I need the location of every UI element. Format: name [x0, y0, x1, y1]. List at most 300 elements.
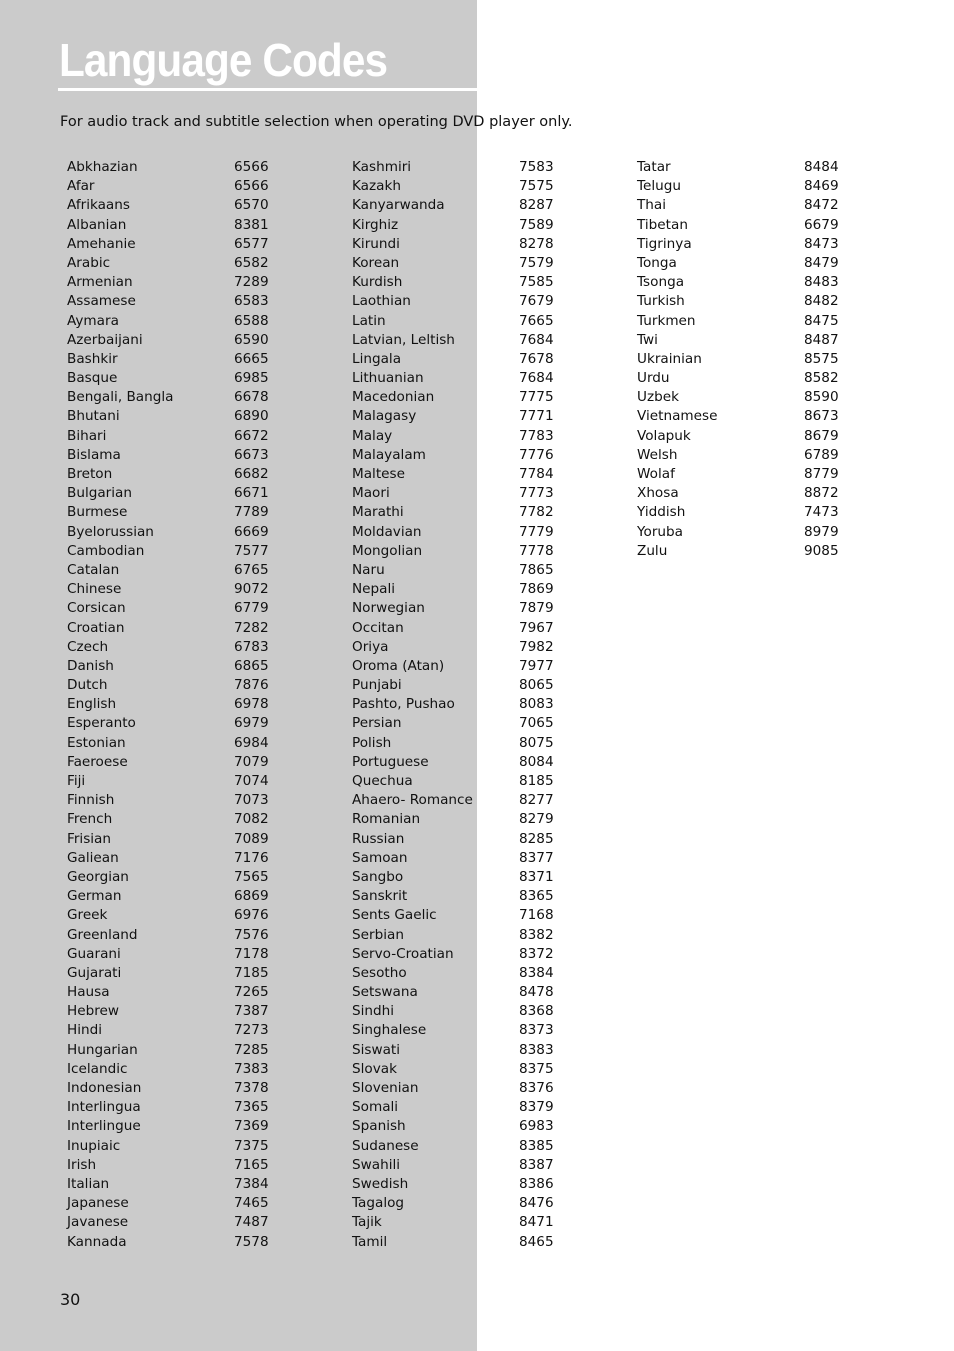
language-row	[352, 753, 572, 772]
language-name: Quechua	[352, 773, 413, 789]
language-row	[67, 427, 287, 446]
language-code: 6682	[234, 466, 269, 482]
language-code: 6985	[234, 370, 269, 387]
language-row	[67, 810, 287, 829]
language-row	[637, 292, 857, 311]
language-row	[352, 619, 572, 638]
language-name: Turkish	[637, 293, 685, 310]
language-name: Slovak	[352, 1060, 397, 1077]
language-code: 7876	[234, 677, 269, 694]
language-name: Catalan	[67, 561, 120, 578]
language-name: Finnish	[67, 792, 115, 809]
language-name: Armenian	[67, 274, 133, 291]
language-code: 7679	[519, 293, 554, 310]
language-row	[67, 369, 287, 388]
language-row	[67, 599, 287, 618]
language-name: Malay	[352, 427, 393, 444]
language-name: Bashkir	[67, 350, 118, 367]
language-name: Oroma (Atan)	[352, 657, 445, 674]
language-name: Irish	[67, 1156, 97, 1173]
language-name: Afar	[67, 178, 95, 195]
language-code: 8979	[804, 523, 839, 540]
language-row	[352, 849, 572, 868]
language-code: 8673	[804, 408, 839, 425]
language-code: 6669	[234, 523, 269, 540]
language-row	[67, 714, 287, 733]
language-code: 6979	[234, 715, 269, 732]
language-row	[67, 1137, 287, 1156]
language-code: 6577	[234, 235, 269, 252]
language-row	[67, 1002, 287, 1021]
language-name: Telugu	[637, 178, 681, 195]
language-code: 7185	[234, 964, 269, 981]
language-code: 7465	[234, 1195, 269, 1212]
language-name: Burmese	[67, 504, 128, 521]
language-code: 6672	[234, 427, 269, 444]
language-code: 8379	[519, 1099, 554, 1116]
language-code: 6983	[519, 1118, 554, 1135]
language-row	[67, 216, 287, 235]
language-name: Uzbek	[637, 389, 679, 406]
language-row	[352, 638, 572, 657]
language-row	[352, 177, 572, 196]
language-code: 7967	[519, 619, 554, 636]
language-row	[67, 657, 287, 676]
language-code: 6671	[234, 485, 269, 502]
language-name: Ahaero- Romance	[352, 792, 473, 809]
language-name: Swahili	[352, 1156, 401, 1173]
language-code: 7589	[519, 216, 554, 233]
language-name: Singhalese	[352, 1022, 427, 1039]
language-row	[352, 926, 572, 945]
language-code: 6566	[234, 178, 269, 195]
language-name: Kashmiri	[352, 159, 412, 175]
language-code: 8381	[234, 216, 269, 233]
language-name: French	[67, 811, 113, 828]
language-row	[352, 196, 572, 215]
language-name: Portuguese	[352, 753, 429, 770]
language-name: Thai	[637, 197, 667, 214]
language-code: 6869	[234, 888, 269, 905]
language-code: 8382	[519, 926, 554, 943]
language-row	[67, 1117, 287, 1136]
language-code: 8387	[519, 1156, 554, 1173]
language-code: 6665	[234, 350, 269, 367]
language-code: 6588	[234, 312, 269, 329]
language-name: Greek	[67, 907, 108, 924]
language-code: 8084	[519, 753, 554, 770]
language-row	[637, 388, 857, 407]
language-name: Lithuanian	[352, 370, 424, 387]
language-name: Chinese	[67, 581, 122, 598]
language-row	[67, 542, 287, 561]
language-row	[67, 638, 287, 657]
language-code: 8779	[804, 466, 839, 482]
language-code: 7079	[234, 753, 269, 770]
language-row	[352, 599, 572, 618]
language-name: Ukrainian	[637, 350, 702, 367]
language-code: 8377	[519, 849, 554, 866]
language-code: 8287	[519, 197, 554, 214]
language-code: 7165	[234, 1156, 269, 1173]
language-row	[352, 1021, 572, 1040]
language-code: 8185	[519, 773, 554, 789]
language-code: 7082	[234, 811, 269, 828]
language-name: Spanish	[352, 1118, 406, 1135]
language-row	[352, 887, 572, 906]
language-row	[637, 312, 857, 331]
language-row	[352, 407, 572, 426]
language-code: 8478	[519, 984, 554, 1001]
language-name: Kannada	[67, 1233, 127, 1250]
language-name: Mongolian	[352, 542, 423, 559]
language-row	[67, 1079, 287, 1098]
language-row	[637, 503, 857, 522]
language-name: Esperanto	[67, 715, 136, 732]
language-row	[637, 427, 857, 446]
language-code: 8279	[519, 811, 554, 828]
language-name: Javanese	[67, 1214, 129, 1231]
page-number: 30	[60, 1290, 81, 1309]
language-code: 8483	[804, 274, 839, 291]
language-row	[67, 734, 287, 753]
language-row	[352, 1060, 572, 1079]
language-row	[67, 331, 287, 350]
language-name: Nepali	[352, 581, 396, 598]
language-name: Icelandic	[67, 1060, 128, 1077]
language-name: Arabic	[67, 254, 111, 271]
language-name: Xhosa	[637, 485, 679, 502]
language-code: 7065	[519, 715, 554, 732]
language-row	[67, 465, 287, 484]
language-row	[352, 830, 572, 849]
language-name: Macedonian	[352, 389, 435, 406]
language-code: 8575	[804, 350, 839, 367]
language-row	[67, 196, 287, 215]
language-row	[67, 1233, 287, 1252]
language-name: Greenland	[67, 926, 138, 943]
language-name: Somali	[352, 1099, 399, 1116]
language-code: 8278	[519, 235, 554, 252]
title-underline	[58, 88, 477, 91]
language-code: 8469	[804, 178, 839, 195]
language-code: 6590	[234, 331, 269, 348]
language-code: 6789	[804, 446, 839, 463]
language-name: Estonian	[67, 734, 126, 751]
language-code: 7387	[234, 1003, 269, 1020]
language-code: 8482	[804, 293, 839, 310]
language-name: Russian	[352, 830, 405, 847]
language-code: 6765	[234, 561, 269, 578]
language-row	[67, 1021, 287, 1040]
language-code: 6583	[234, 293, 269, 310]
language-row	[352, 1117, 572, 1136]
language-name: Corsican	[67, 600, 126, 617]
language-row	[67, 1175, 287, 1194]
language-row	[352, 216, 572, 235]
language-row	[67, 1156, 287, 1175]
language-name: Polish	[352, 734, 392, 751]
language-row	[67, 964, 287, 983]
language-code: 6582	[234, 254, 269, 271]
language-code: 7775	[519, 389, 554, 406]
language-row	[67, 1041, 287, 1060]
language-row	[67, 523, 287, 542]
language-code: 8487	[804, 331, 839, 348]
language-row	[67, 695, 287, 714]
language-name: Indonesian	[67, 1080, 142, 1096]
language-name: Assamese	[67, 293, 136, 310]
language-row	[352, 1098, 572, 1117]
language-row	[352, 465, 572, 484]
language-name: Korean	[352, 254, 400, 271]
language-row	[352, 868, 572, 887]
language-name: Sanskrit	[352, 888, 408, 905]
language-row	[67, 292, 287, 311]
language-row	[352, 1213, 572, 1232]
language-name: Tigrinya	[637, 235, 692, 252]
language-code: 7771	[519, 408, 554, 425]
language-name: Aymara	[67, 312, 119, 329]
language-name: Sangbo	[352, 868, 404, 885]
language-row	[67, 791, 287, 810]
language-name: Oriya	[352, 638, 389, 655]
language-name: Interlingua	[67, 1099, 141, 1116]
language-name: Laothian	[352, 293, 411, 310]
language-name: Tajik	[352, 1214, 382, 1231]
language-code: 7565	[234, 868, 269, 885]
language-row	[67, 887, 287, 906]
language-row	[352, 312, 572, 331]
language-code: 8479	[804, 254, 839, 271]
language-row	[67, 619, 287, 638]
language-row	[67, 1098, 287, 1117]
language-name: Frisian	[67, 830, 112, 847]
language-code: 8590	[804, 389, 839, 406]
language-code: 8472	[804, 197, 839, 214]
language-column-1	[67, 158, 287, 1252]
language-row	[352, 791, 572, 810]
language-name: Moldavian	[352, 523, 422, 540]
language-name: Wolaf	[637, 466, 675, 482]
language-code: 7579	[519, 254, 554, 271]
language-row	[352, 695, 572, 714]
language-row	[67, 1213, 287, 1232]
language-code: 7282	[234, 619, 269, 636]
language-code: 7776	[519, 446, 554, 463]
language-name: English	[67, 696, 117, 713]
language-code: 8376	[519, 1080, 554, 1096]
language-name: Twi	[637, 331, 658, 348]
language-code: 8065	[519, 677, 554, 694]
language-code: 8872	[804, 485, 839, 502]
language-code: 8372	[519, 945, 554, 962]
language-row	[67, 676, 287, 695]
language-code: 6673	[234, 446, 269, 463]
language-row	[637, 273, 857, 292]
language-row	[352, 810, 572, 829]
language-row	[352, 657, 572, 676]
language-code: 7784	[519, 466, 554, 482]
language-code: 6783	[234, 638, 269, 655]
language-name: Lingala	[352, 350, 402, 367]
language-code: 7289	[234, 274, 269, 291]
language-row	[352, 1079, 572, 1098]
language-code: 8385	[519, 1137, 554, 1154]
language-code: 7273	[234, 1022, 269, 1039]
language-name: Urdu	[637, 370, 670, 387]
language-name: Hebrew	[67, 1003, 119, 1020]
language-code: 8582	[804, 370, 839, 387]
language-code: 7487	[234, 1214, 269, 1231]
language-row	[637, 542, 857, 561]
language-code: 7168	[519, 907, 554, 924]
language-row	[67, 446, 287, 465]
language-row	[352, 734, 572, 753]
language-row	[352, 580, 572, 599]
language-name: Malayalam	[352, 446, 426, 463]
language-code: 7375	[234, 1137, 269, 1154]
language-name: Danish	[67, 657, 114, 674]
language-name: Georgian	[67, 868, 129, 885]
language-row	[67, 561, 287, 580]
language-name: Byelorussian	[67, 523, 154, 540]
language-name: Abkhazian	[67, 159, 138, 175]
language-code: 7783	[519, 427, 554, 444]
language-code: 7665	[519, 312, 554, 329]
language-row	[352, 503, 572, 522]
language-name: Kanyarwanda	[352, 197, 445, 214]
language-code: 7575	[519, 178, 554, 195]
language-name: Tibetan	[637, 216, 688, 233]
language-row	[352, 273, 572, 292]
language-name: Sents Gaelic	[352, 907, 437, 924]
language-row	[352, 350, 572, 369]
language-row	[352, 369, 572, 388]
language-code: 8679	[804, 427, 839, 444]
language-name: Dutch	[67, 677, 108, 694]
language-code: 8375	[519, 1060, 554, 1077]
language-name: Punjabi	[352, 677, 402, 694]
language-row	[352, 983, 572, 1002]
language-row	[67, 983, 287, 1002]
language-name: Pashto, Pushao	[352, 696, 455, 713]
language-row	[352, 542, 572, 561]
language-name: Malagasy	[352, 408, 417, 425]
language-code: 8373	[519, 1022, 554, 1039]
language-name: Samoan	[352, 849, 408, 866]
language-code: 8386	[519, 1175, 554, 1192]
language-code: 7585	[519, 274, 554, 291]
language-name: Gujarati	[67, 964, 122, 981]
language-code: 6678	[234, 389, 269, 406]
language-row	[637, 216, 857, 235]
language-name: Japanese	[67, 1195, 129, 1212]
language-name: Kirundi	[352, 235, 400, 252]
language-row	[67, 753, 287, 772]
language-row	[637, 158, 857, 177]
language-row	[67, 177, 287, 196]
language-row	[637, 369, 857, 388]
language-name: Basque	[67, 370, 118, 387]
language-row	[352, 561, 572, 580]
language-column-2	[352, 158, 572, 1252]
language-row	[352, 1002, 572, 1021]
language-name: Occitan	[352, 619, 404, 636]
language-code: 8471	[519, 1214, 554, 1231]
language-code: 8383	[519, 1041, 554, 1058]
language-name: Volapuk	[637, 427, 691, 444]
language-code: 6566	[234, 159, 269, 175]
language-code: 7178	[234, 945, 269, 962]
language-name: Maori	[352, 485, 390, 502]
language-name: Interlingue	[67, 1118, 141, 1135]
language-name: Slovenian	[352, 1080, 419, 1096]
language-row	[352, 1233, 572, 1252]
language-row	[352, 676, 572, 695]
language-row	[637, 446, 857, 465]
language-name: Faeroese	[67, 753, 128, 770]
language-code: 6679	[804, 216, 839, 233]
language-code: 6865	[234, 657, 269, 674]
language-name: Italian	[67, 1175, 110, 1192]
language-name: Galiean	[67, 849, 119, 866]
language-code: 7378	[234, 1080, 269, 1096]
language-name: Bengali, Bangla	[67, 389, 174, 406]
language-row	[67, 484, 287, 503]
language-code: 7285	[234, 1041, 269, 1058]
language-row	[352, 235, 572, 254]
language-code: 7782	[519, 504, 554, 521]
language-code: 7265	[234, 984, 269, 1001]
language-row	[67, 407, 287, 426]
language-name: Zulu	[637, 542, 668, 559]
language-row	[637, 484, 857, 503]
language-code: 6984	[234, 734, 269, 751]
language-code: 7383	[234, 1060, 269, 1077]
language-name: Yoruba	[637, 523, 683, 540]
language-name: Turkmen	[637, 312, 696, 329]
language-row	[352, 1194, 572, 1213]
language-code: 7789	[234, 504, 269, 521]
language-name: Maltese	[352, 466, 405, 482]
language-row	[67, 1060, 287, 1079]
language-code: 7879	[519, 600, 554, 617]
language-row	[67, 926, 287, 945]
language-code: 6570	[234, 197, 269, 214]
language-row	[637, 465, 857, 484]
language-row	[352, 446, 572, 465]
language-name: Yiddish	[637, 504, 686, 521]
language-name: Norwegian	[352, 600, 425, 617]
language-name: Latin	[352, 312, 386, 329]
language-code: 8368	[519, 1003, 554, 1020]
language-code: 7473	[804, 504, 839, 521]
language-row	[637, 407, 857, 426]
language-code: 8475	[804, 312, 839, 329]
language-name: Servo-Croatian	[352, 945, 454, 962]
language-name: Kurdish	[352, 274, 403, 291]
language-name: Tagalog	[352, 1195, 405, 1212]
language-code: 7779	[519, 523, 554, 540]
language-name: Inupiaic	[67, 1137, 121, 1154]
language-name: Bihari	[67, 427, 107, 444]
language-code: 8365	[519, 888, 554, 905]
language-code: 9072	[234, 581, 269, 598]
language-row	[352, 292, 572, 311]
language-code: 7577	[234, 542, 269, 559]
language-code: 6976	[234, 907, 269, 924]
